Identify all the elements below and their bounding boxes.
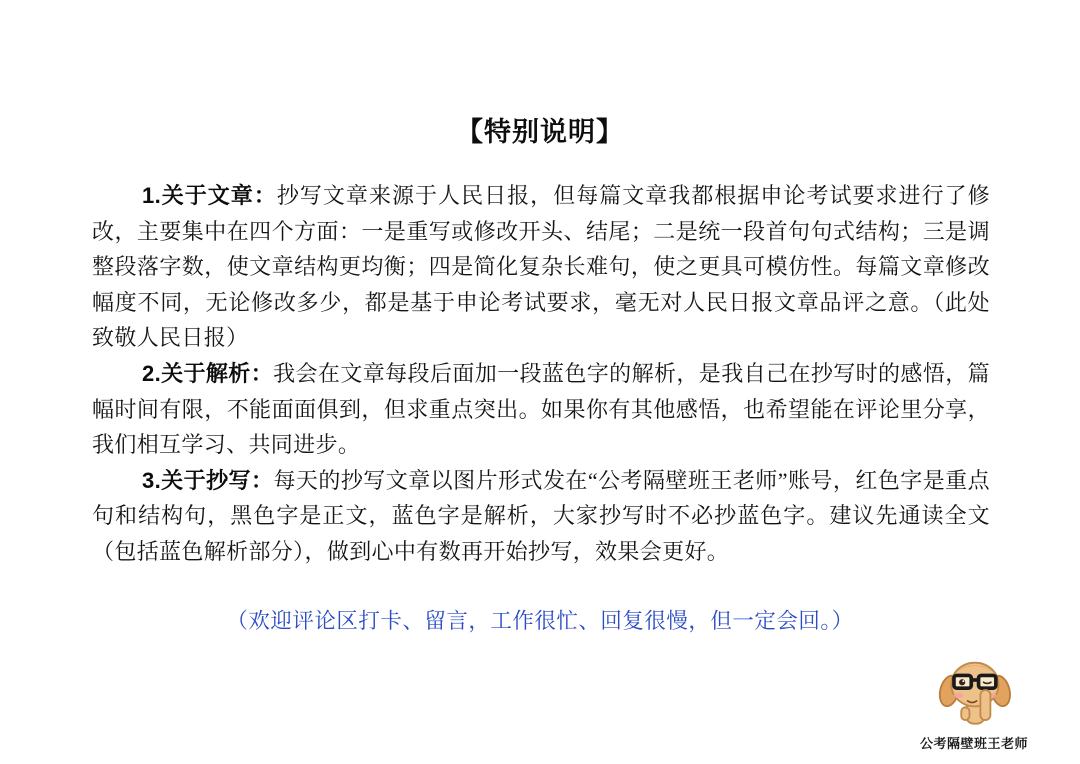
paragraph-about-copying — [92, 463, 990, 570]
brand-mascot — [914, 649, 1034, 752]
paragraph-text: 我会在文章每段后面加一段蓝色字的解析，是我自己在抄写时的感悟，篇幅时间有限，不能面面俱到，但求重点突出。如果你有其他感悟，也希望能在评论里分享，我们相互学习、共同进步。 — [92, 360, 990, 458]
paragraph-about-analysis — [92, 356, 990, 463]
paragraph-about-article — [92, 178, 990, 356]
document-body — [92, 178, 990, 570]
paragraph-text: 每天的抄写文章以图片形式发在“公考隔壁班王老师”账号，红色字是重点句和结构句，黑色字是正文，蓝色字是解析，大家抄写时不必抄蓝色字。建议先通读全文（包括蓝色解析部分），做到心中有数再开始抄写，效果会更好。 — [92, 467, 990, 564]
page-title: 【特别说明】 — [456, 117, 624, 147]
dog-with-glasses-icon — [928, 649, 1020, 731]
paragraph-text: 抄写文章来源于人民日报，但每篇文章我都根据申论考试要求进行了修改，主要集中在四个方面：一是重写或修改开头、结尾；二是统一段首句句式结构；三是调整段落字数，使文章结构更均衡；四是简化复杂长难句，使之更具可模仿性。每篇文章修改幅度不同，无论修改多少，都是基于申论考试要求，毫无对人民日报文章品评之意。（此处致敬人民日报） — [92, 183, 990, 351]
paragraph-label: 1.关于文章： — [142, 183, 277, 208]
mascot-label: 公考隔壁班王老师 — [919, 736, 1028, 751]
paragraph-label: 3.关于抄写： — [142, 467, 274, 493]
comment-note: （欢迎评论区打卡、留言，工作很忙、回复很慢，但一定会回。） — [226, 609, 854, 633]
paragraph-label: 2.关于解析： — [142, 360, 274, 386]
